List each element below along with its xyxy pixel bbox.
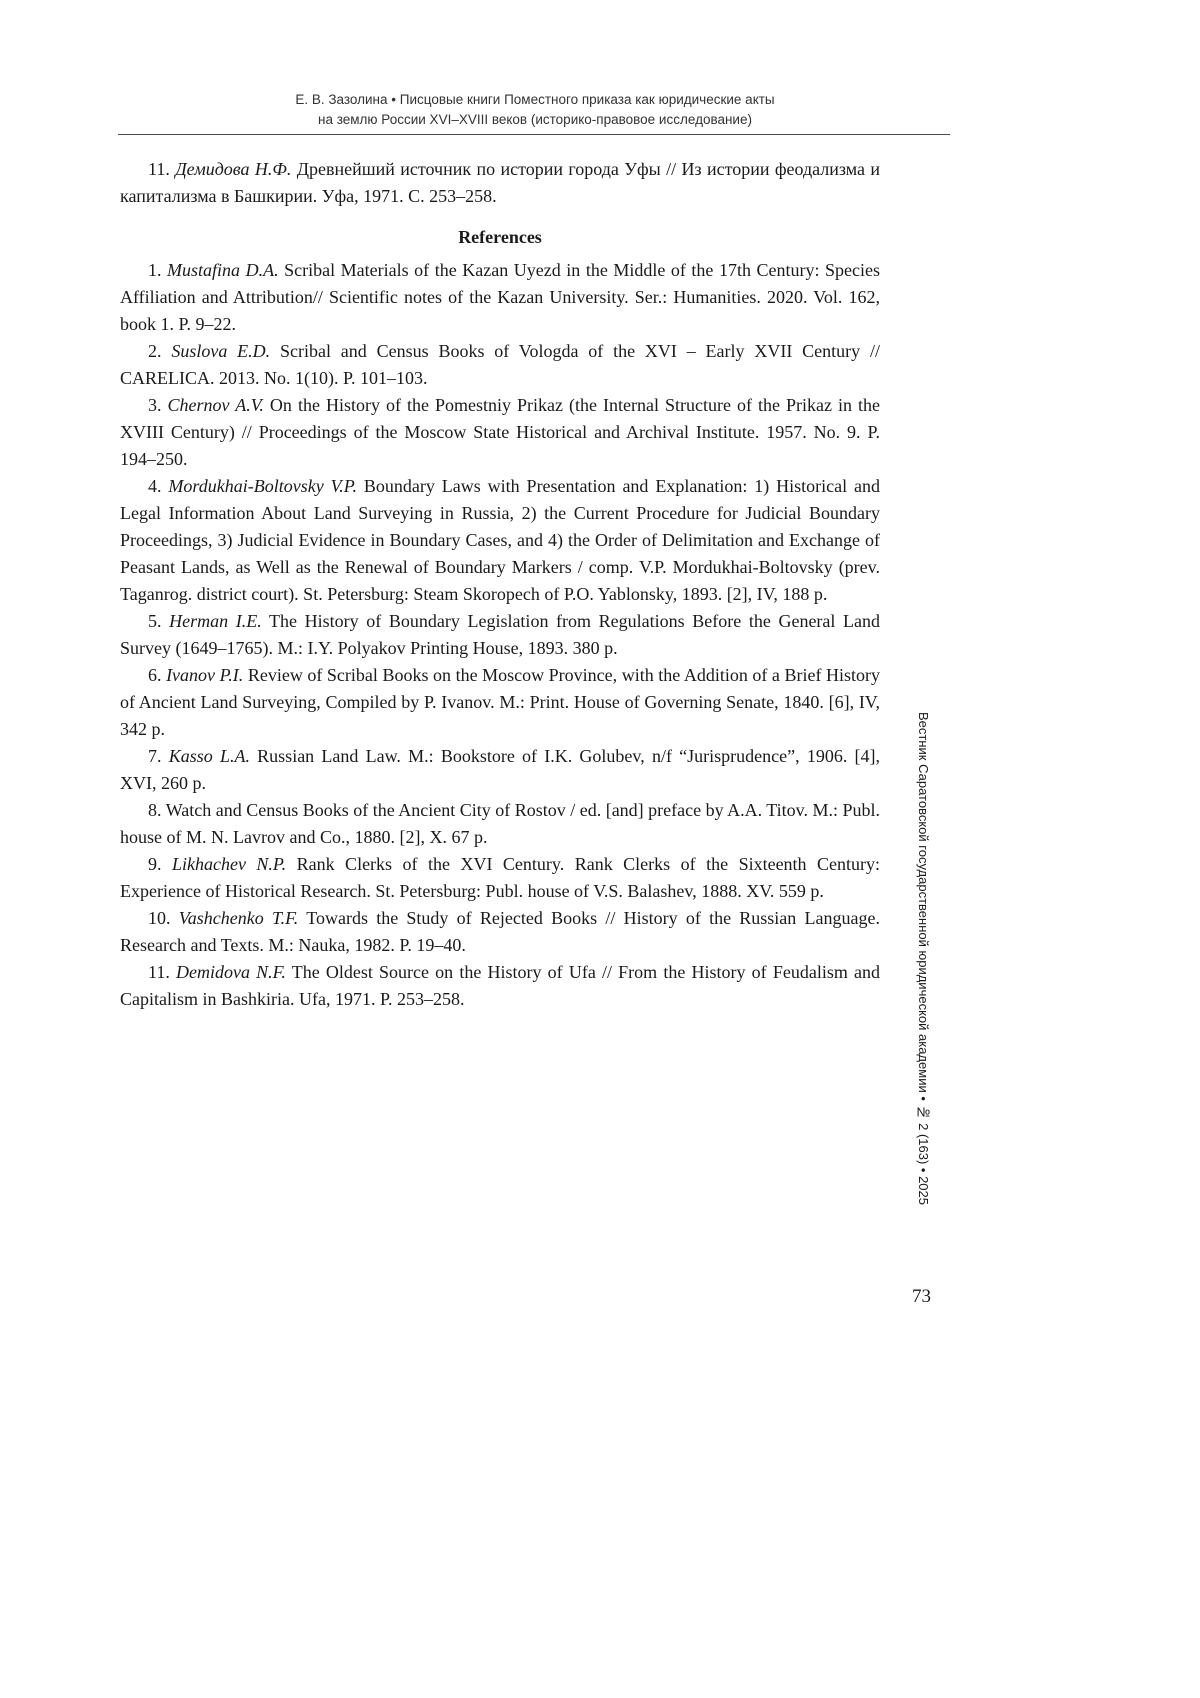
- page-number: 73: [912, 1286, 931, 1307]
- ref-author: Chernov A.V.: [167, 395, 264, 415]
- ref-number: 2.: [148, 341, 162, 361]
- ref-number: 5.: [148, 611, 162, 631]
- ref-text: Scribal and Census Books of Vologda of the XVI – Early XVII Century // CARELICA. 2013. No. 1(10). P. 101–103.: [120, 341, 880, 388]
- ref-author: Kasso L.A.: [168, 746, 250, 766]
- running-header-line2: на землю России XVI–XVIII веков (историко-правовое исследование): [318, 112, 752, 127]
- ref-text: Watch and Census Books of the Ancient City of Rostov / ed. [and] preface by A.A. Titov. M.: Publ. house of M. N. Lavrov and Co., 1880. [2], X. 67 p.: [120, 800, 881, 847]
- reference-item: [120, 905, 880, 959]
- ref-text: The History of Boundary Legislation from Regulations Before the General Land Survey (1649–1765). M.: I.Y. Polyakov Printing House, 1893. 380 p.: [120, 611, 881, 658]
- ref-text: On the History of the Pomestniy Prikaz (the Internal Structure of the Prikaz in the XVIII Century) // Proceedings of the Moscow State Historical and Archival Institute. 1957. No. 9. P. 194–250.: [120, 395, 881, 469]
- ref-number: 4.: [148, 476, 162, 496]
- ref-text: Scribal Materials of the Kazan Uyezd in the Middle of the 17th Century: Species Affiliation and Attribution// Scientific notes of the Kazan University. Ser.: Humanities. 2020. Vol. 162, book 1. P. 9–22.: [120, 260, 881, 334]
- ref-number: 7.: [148, 746, 162, 766]
- ref-number: 9.: [148, 854, 162, 874]
- ref-author: Демидова Н.Ф.: [175, 159, 292, 179]
- ref-text: Boundary Laws with Presentation and Explanation: 1) Historical and Legal Information About Land Surveying in Russia, 2) the Current Procedure for Judicial Boundary Proceedings, 3) Judicial Evidence in Boundary Cases, and 4) the Order of Delimitation and Exchange of Peasant Lands, as Well as the Renewal of Boundary Markers / comp. V.P. Mordukhai-Boltovsky (prev. Taganrog. district court). St. Petersburg: Steam Skoropech of P.O. Yablonsky, 1893. [2], IV, 188 p.: [120, 476, 880, 604]
- running-header: [120, 90, 950, 130]
- reference-item: [120, 338, 880, 392]
- ref-text: Russian Land Law. M.: Bookstore of I.K. Golubev, n/f “Jurisprudence”, 1906. [4], XVI, 260 p.: [120, 746, 881, 793]
- reference-item: [120, 851, 880, 905]
- references-heading: References: [458, 227, 542, 247]
- ref-number: 1.: [148, 260, 162, 280]
- ref-author: Mustafina D.A.: [167, 260, 279, 280]
- russian-reference-item: [120, 156, 880, 210]
- journal-title-vertical: Вестник Саратовской государственной юридической академии • № 2 (163) • 2025: [916, 712, 931, 1205]
- ref-text: Review of Scribal Books on the Moscow Province, with the Addition of a Brief History of Ancient Land Surveying, Compiled by P. Ivanov. M.: Print. House of Governing Senate, 1840. [6], IV, 342 p.: [120, 665, 881, 739]
- ref-number: 8.: [148, 800, 162, 820]
- reference-item: [120, 743, 880, 797]
- reference-item: [120, 662, 880, 743]
- ref-text: The Oldest Source on the History of Ufa // From the History of Feudalism and Capitalism in Bashkiria. Ufa, 1971. P. 253–258.: [120, 962, 880, 1009]
- ref-text: Towards the Study of Rejected Books // History of the Russian Language. Research and Texts. M.: Nauka, 1982. P. 19–40.: [120, 908, 881, 955]
- ref-author: Herman I.E.: [169, 611, 262, 631]
- reference-item: [120, 392, 880, 473]
- ref-text: Древнейший источник по истории города Уфы // Из истории феодализма и капитализма в Башкирии. Уфа, 1971. С. 253–258.: [120, 159, 881, 206]
- ref-author: Suslova E.D.: [171, 341, 271, 361]
- ref-author: Ivanov P.I.: [166, 665, 244, 685]
- ref-author: Mordukhai-Boltovsky V.P.: [168, 476, 357, 496]
- ref-author: Vashchenko T.F.: [178, 908, 299, 928]
- ref-author: Demidova N.F.: [176, 962, 286, 982]
- reference-item: [120, 608, 880, 662]
- reference-item: [120, 797, 880, 851]
- header-rule: [118, 134, 950, 135]
- ref-number: 10.: [148, 908, 171, 928]
- ref-author: Likhachev N.P.: [171, 854, 287, 874]
- ref-text: Rank Clerks of the XVI Century. Rank Clerks of the Sixteenth Century: Experience of Historical Research. St. Petersburg: Publ. house of V.S. Balashev, 1888. XV. 559 p.: [120, 854, 881, 901]
- reference-item: [120, 959, 880, 1013]
- ref-number: 11.: [148, 962, 170, 982]
- reference-item: [120, 257, 880, 338]
- article-content: [120, 156, 880, 1013]
- ref-number: 11.: [148, 159, 170, 179]
- reference-item: [120, 473, 880, 608]
- ref-number: 6.: [148, 665, 162, 685]
- running-header-line1: Е. В. Зазолина • Писцовые книги Поместного приказа как юридические акты: [295, 92, 775, 107]
- ref-number: 3.: [148, 395, 162, 415]
